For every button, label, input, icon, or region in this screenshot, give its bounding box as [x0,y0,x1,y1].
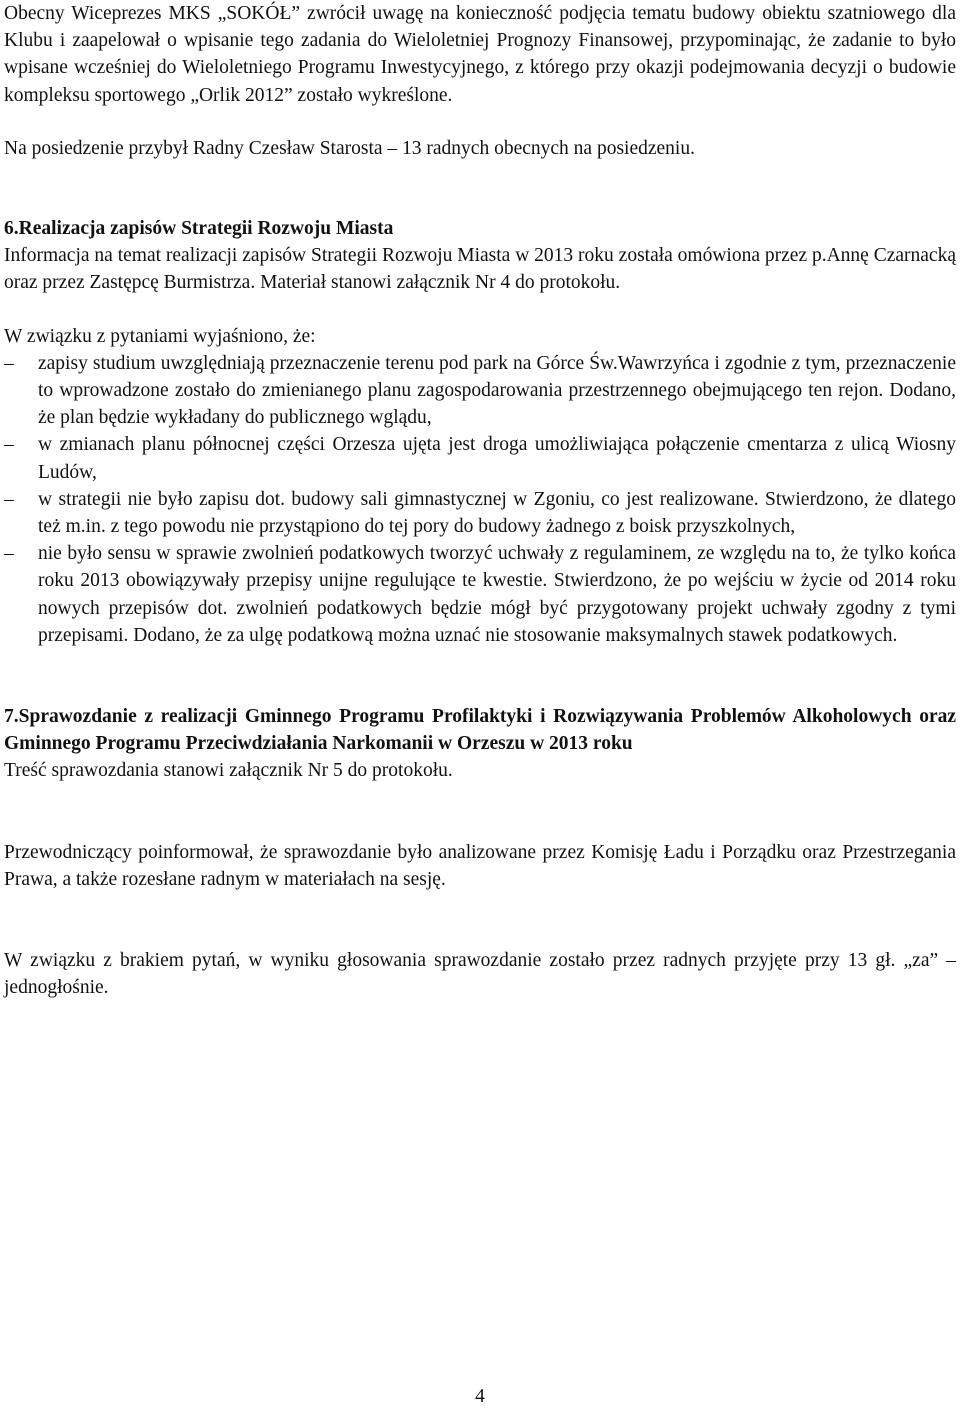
dash-bullet: – [4,543,14,565]
section-7-text-attachment: Treść sprawozdania stanowi załącznik Nr 5 do protokołu. [4,760,453,782]
list-item-text: w strategii nie było zapisu dot. budowy sali gimnastycznej w Zgoniu, co jest realizowane. Stwierdzono, że dlatego też m.in. z tego powodu nie przystąpiono do tej pory do budowy żadnego z boisk przyszkolnych, [38,488,956,538]
list-item [4,350,956,432]
section-6-bullet-list [4,350,956,649]
section-6-intro: W związku z pytaniami wyjaśniono, że: [4,325,316,347]
section-6-heading: 6.Realizacja zapisów Strategii Rozwoju Miasta [4,218,394,240]
dash-bullet: – [4,488,14,510]
list-item-text: w zmianach planu północnej części Orzesza ujęta jest droga umożliwiająca połączenie cmentarza z ulicą Wiosny Ludów, [38,434,956,483]
page-number: 4 [475,1386,485,1407]
paragraph-radny-arrival: Na posiedzenie przybył Radny Czesław Starosta – 13 radnych obecnych na posiedzeniu. [4,137,695,159]
list-item [4,540,956,649]
section-7-text-chairman: Przewodniczący poinformował, że sprawozdanie było analizowane przez Komisję Ładu i Porządku oraz Przestrzegania Prawa, a także rozesłane radnym w materiałach na sesję. [4,841,956,890]
section-7-text-vote: W związku z brakiem pytań, w wyniku głosowania sprawozdanie zostało przez radnych przyjęte przy 13 gł. „za” – jednogłośnie. [4,950,956,999]
list-item [4,486,956,540]
list-item [4,431,956,485]
section-7-heading: 7.Sprawozdanie z realizacji Gminnego Programu Profilaktyki i Rozwiązywania Problemów Alkoholowych oraz Gminnego Programu Przeciwdziałania Narkomanii w Orzeszu w 2013 roku [4,706,956,755]
list-item-text: nie było sensu w sprawie zwolnień podatkowych tworzyć uchwały z regulaminem, ze względu na to, że tylko końca roku 2013 obowiązywały przepisy unijne regulujące te kwestie. Stwierdzono, że po wejściu w życie od 2014 roku nowych przepisów dot. zwolnień podatkowych będzie mógł być przygotowany projekt uchwały zgodny z tymi przepisami. Dodano, że za ulgę podatkową można uznać nie stosowanie maksymalnych stawek podatkowych. [38,543,956,646]
list-item-text: zapisy studium uwzględniają przeznaczenie terenu pod park na Górce Św.Wawrzyńca i zgodnie z tym, przeznaczenie to wprowadzone zostało do zmienianego planu zagospodarowania przestrzennego obejmującego ten rejon. Dodano, że plan będzie wykładany do publicznego wglądu, [38,352,956,429]
dash-bullet: – [4,434,14,456]
section-6-text: Informacja na temat realizacji zapisów Strategii Rozwoju Miasta w 2013 roku została omówiona przez p.Annę Czarnacką oraz przez Zastępcę Burmistrza. Materiał stanowi załącznik Nr 4 do protokołu. [4,245,956,294]
paragraph-wiceprezes-appeal: Obecny Wiceprezes MKS „SOKÓŁ” zwrócił uwagę na konieczność podjęcia tematu budowy obiektu szatniowego dla Klubu i zaapelował o wpisanie tego zadania do Wieloletniej Prognozy Finansowej, przypominając, że zadanie to było wpisane wcześniej do Wieloletniego Programu Inwestycyjnego, z którego przy okazji podejmowania decyzji o budowie kompleksu sportowego „Orlik 2012” zostało wykreślone. [4,3,956,106]
dash-bullet: – [4,352,14,374]
